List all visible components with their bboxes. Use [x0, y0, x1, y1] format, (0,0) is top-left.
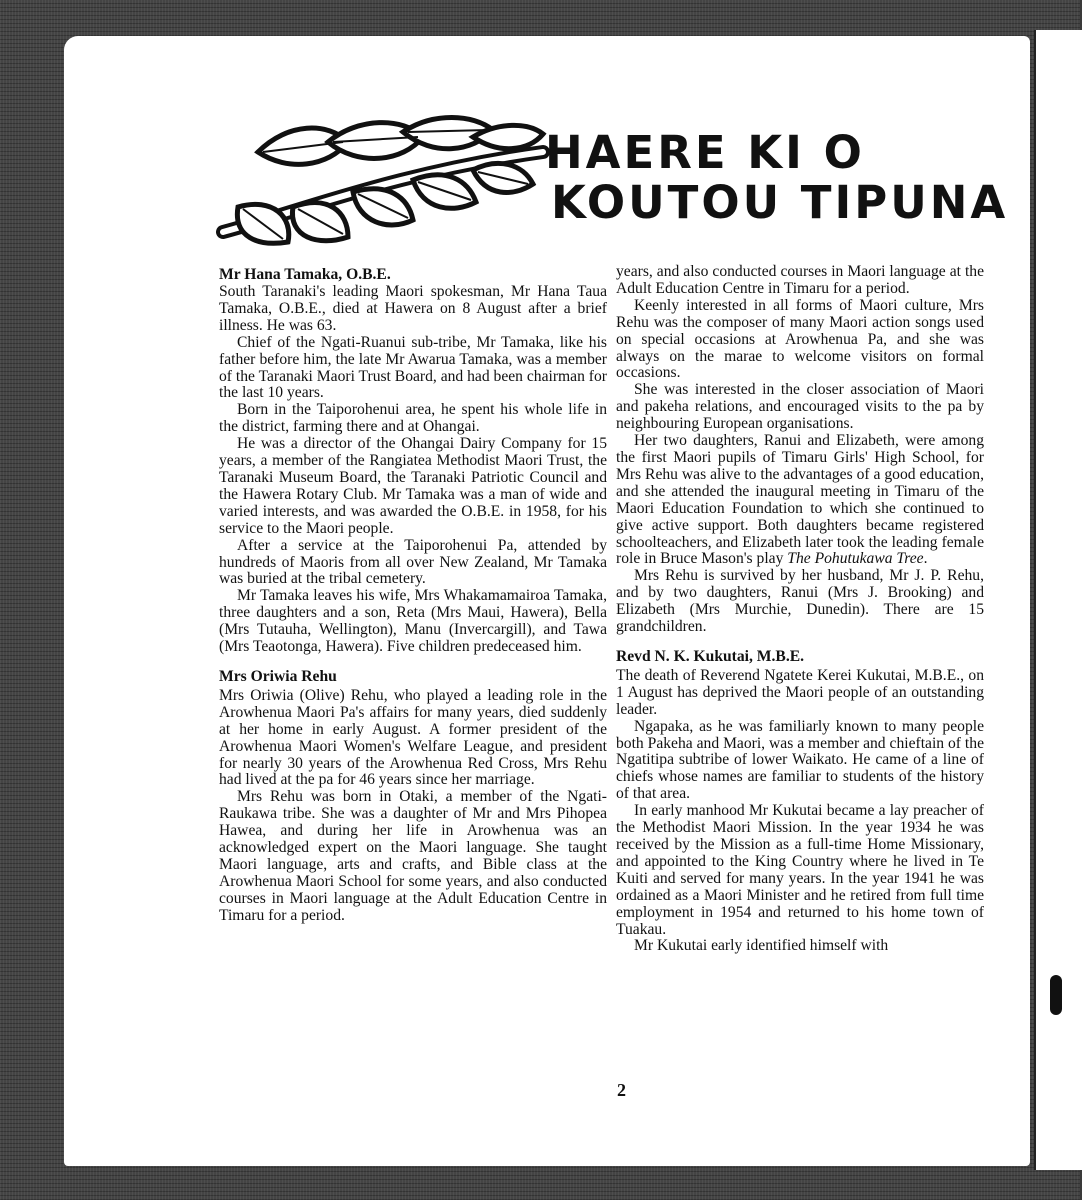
obituary-heading-tamaka: Mr Hana Tamaka, O.B.E. [219, 266, 391, 283]
paragraph: Mr Kukutai early identified himself with [634, 937, 889, 955]
paragraph: Chief of the Ngati-Ruanui sub-tribe, Mr Tamaka, like his father before him, the late Mr Awarua Tamaka, was a member of the Taranaki Maori Trust Board, and had been chairman for the last 10 years. [219, 333, 607, 402]
paragraph [616, 433, 984, 568]
paragraph: After a service at the Taiporohenui Pa, attended by hundreds of Maoris from all over New Zealand, Mr Tamaka was buried at the tribal cemetery. [219, 536, 607, 588]
left-column [219, 266, 607, 924]
page-number: 2 [617, 1080, 626, 1100]
paragraph: He was a director of the Ohangai Dairy Company for 15 years, a member of the Rangiatea Methodist Maori Trust, the Taranaki Museum Board, the Taranaki Patriotic Council and the Hawera Rotary Club. Mr Tamaka was a man of wide and varied interests, and was awarded the O.B.E. in 1958, for his service to the Maori people. [219, 435, 607, 537]
paragraph: She was interested in the closer association of Maori and pakeha relations, and encouraged visits to the pa by neighbouring European organisations. [616, 381, 984, 433]
paragraph: In early manhood Mr Kukutai became a lay preacher of the Methodist Maori Mission. In the year 1934 he was received by the Mission as a full-time Home Missionary, and appointed to the King Country where he lived in Te Kuiti and served for many years. In the year 1941 he was ordained as a Maori Minister and he retired from full time employment in 1954 and returned to his home town of Tuakau. [616, 802, 984, 938]
paragraph: Mrs Rehu is survived by her husband, Mr J. P. Rehu, and by two daughters, Ranui (Mrs J. Brooking) and Elizabeth (Mrs Murchie, Dunedin). There are 15 grandchildren. [616, 567, 984, 636]
paragraph: The death of Reverend Ngatete Kerei Kukutai, M.B.E., on 1 August has deprived the Maori people of an outstanding leader. [616, 666, 984, 718]
text-run: Her two daughters, Ranui and Elizabeth, were among the first Maori pupils of Timaru Girls' High School, for Mrs Rehu was alive to the advantages of a good education, and she attended the inaugural meeting in Timaru of the Maori Education Foundation to which she continued to give active support. Both daughters became registered schoolteachers, and Elizabeth later took the leading female role in Bruce Mason's play [616, 432, 984, 568]
obituary-heading-rehu: Mrs Oriwia Rehu [219, 667, 337, 685]
paragraph: South Taranaki's leading Maori spokesman, Mr Hana Taua Tamaka, O.B.E., died at Hawera on 8 August after a brief illness. He was 63. [219, 283, 607, 334]
paragraph: Ngapaka, as he was familiarly known to many people both Pakeha and Maori, was a member and chieftain of the Ngatitipa subtribe of lower Waikato. He came of a line of chiefs whose names are familiar to students of the history of that area. [616, 717, 984, 803]
paragraph-continued: Mrs Rehu was born in Otaki, a member of the Ngati-Raukawa tribe. She was a daughter of Mr and Mrs Pihopea Hawea, and during her life in Arowhenua was an acknowledged expert on the Maori language. She taught Maori language, arts and crafts, and Bible class at the Arowhenua Maori School for some years, and also conducted courses in Maori language at the Adult Education Centre in Timaru for a period. [219, 788, 607, 924]
paragraph: Mrs Oriwia (Olive) Rehu, who played a leading role in the Arowhenua Maori Pa's affairs for many years, died suddenly at her home in early August. A former president of the Arowhenua Maori Women's Welfare League, and president for nearly 30 years of the Arowhenua Red Cross, Mrs Rehu had lived at the pa for 46 years since her marriage. [219, 686, 607, 789]
leaf-branch-illustration [218, 112, 548, 252]
paragraph: Born in the Taiporohenui area, he spent his whole life in the district, farming there and at Ohangai. [219, 401, 607, 436]
masthead-line-2: KOUTOU TIPUNA [551, 176, 1009, 229]
section-masthead [545, 128, 1008, 228]
right-column [616, 264, 984, 955]
play-title: The Pohutukawa Tree [787, 550, 924, 568]
binding-mark [1050, 975, 1062, 1015]
obituary-heading-kukutai: Revd N. K. Kukutai, M.B.E. [616, 647, 805, 665]
masthead-line-1: HAERE KI O [545, 126, 865, 179]
paragraph: Mr Tamaka leaves his wife, Mrs Whakamamairoa Tamaka, three daughters and a son, Reta (Mrs Maui, Hawera), Bella (Mrs Tutauha, Wellington), Manu (Invercargill), and Tawa (Mrs Teaotonga, Hawera). Five children predeceased him. [219, 587, 607, 656]
text-run: . [923, 550, 928, 568]
paragraph: years, and also conducted courses in Maori language at the Adult Education Centre in Timaru for a period. [616, 263, 984, 297]
paragraph: Keenly interested in all forms of Maori culture, Mrs Rehu was the composer of many Maori action songs used on special occasions at Arowhenua Pa, and she was always on the marae to welcome visitors on formal occasions. [616, 296, 984, 382]
